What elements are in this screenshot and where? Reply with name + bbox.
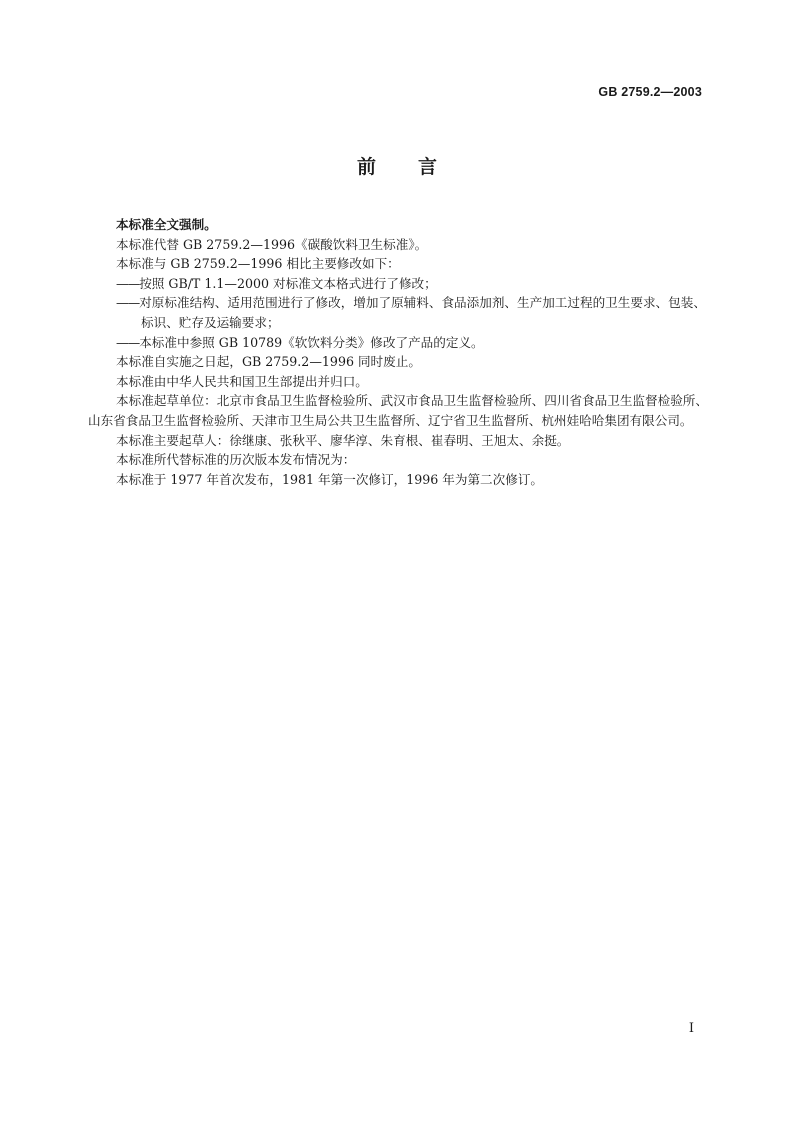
change-item-2: [88, 293, 708, 332]
dash-marker: ——: [116, 275, 140, 291]
drafters: 本标准主要起草人：徐继康、张秋平、廖华淳、朱育根、崔春明、王旭太、余挺。: [116, 432, 570, 448]
change-item-text: 按照 GB/T 1.1—2000 对标准文本格式进行了修改；: [139, 275, 437, 291]
change-item-text: 对原标准结构、适用范围进行了修改，增加了原辅料、食品添加剂、生产加工过程的卫生要求、包装、标识、贮存及运输要求；: [139, 295, 706, 330]
change-item-3: [88, 333, 708, 353]
proposer-statement: 本标准由中华人民共和国卫生部提出并归口。: [116, 373, 368, 389]
history-details: 本标准于 1977 年首次发布，1981 年第一次修订，1996 年为第二次修订。: [116, 471, 544, 487]
dash-marker: ——: [116, 295, 140, 311]
change-item-text: 本标准中参照 GB 10789《软饮料分类》修改了产品的定义。: [139, 334, 484, 350]
replacement-statement: 本标准代替 GB 2759.2—1996《碳酸饮料卫生标准》。: [116, 236, 428, 252]
page-title: [0, 152, 794, 179]
drafting-units: 本标准起草单位：北京市食品卫生监督检验所、武汉市食品卫生监督检验所、四川省食品卫生监督检验所、山东省食品卫生监督检验所、天津市卫生局公共卫生监督所、辽宁省卫生监督所、杭州娃哈哈集团有限公司。: [88, 393, 708, 428]
foreword-body: [88, 215, 708, 489]
standard-code: GB 2759.2—2003: [598, 85, 702, 99]
mandatory-statement: 本标准全文强制。: [116, 217, 217, 232]
history-intro: 本标准所代替标准的历次版本发布情况为：: [116, 452, 356, 468]
title-char-1: 前: [356, 156, 376, 178]
changes-intro: 本标准与 GB 2759.2—1996 相比主要修改如下：: [116, 256, 400, 272]
change-item-1: [88, 274, 708, 294]
page-number: I: [688, 1021, 694, 1036]
abolish-statement: 本标准自实施之日起，GB 2759.2—1996 同时废止。: [116, 354, 421, 370]
title-char-2: 言: [418, 156, 438, 178]
dash-marker: ——: [116, 334, 140, 350]
